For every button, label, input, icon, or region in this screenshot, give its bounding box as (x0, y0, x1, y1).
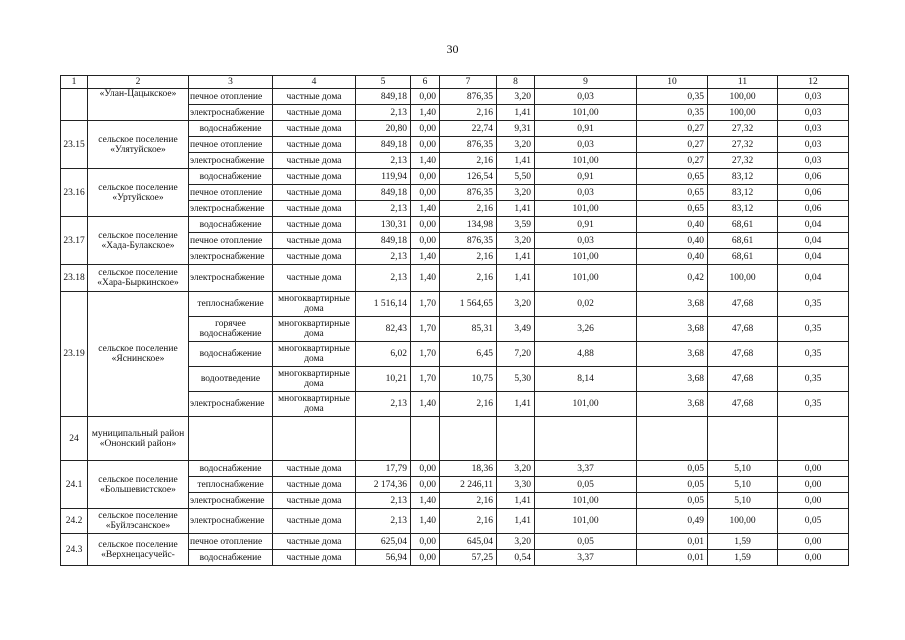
column-header: 7 (440, 76, 497, 89)
value-cell: 0,00 (778, 461, 849, 477)
value-cell: 3,37 (535, 550, 637, 566)
value-cell: 0,05 (535, 534, 637, 550)
tariff-table (60, 75, 849, 566)
service-cell: водоснабжение (189, 461, 273, 477)
value-cell: 2,16 (440, 265, 497, 292)
value-cell: 0,35 (778, 367, 849, 392)
empty-cell (411, 417, 440, 461)
service-cell: печное отопление (189, 534, 273, 550)
service-cell: печное отопление (189, 233, 273, 249)
value-cell: 0,06 (778, 201, 849, 217)
consumer-cell: частные дома (273, 153, 356, 169)
value-cell: 1,41 (497, 249, 535, 265)
value-cell: 20,80 (356, 121, 411, 137)
consumer-cell: частные дома (273, 249, 356, 265)
settlement-name: сельское поселение «Буйлэсанское» (88, 509, 189, 534)
value-cell: 0,27 (637, 121, 708, 137)
value-cell: 0,03 (535, 137, 637, 153)
table-row (61, 461, 849, 477)
value-cell: 83,12 (708, 185, 778, 201)
value-cell: 1,59 (708, 534, 778, 550)
consumer-cell: частные дома (273, 89, 356, 105)
value-cell: 0,03 (778, 153, 849, 169)
service-cell: печное отопление (189, 137, 273, 153)
consumer-cell: частные дома (273, 233, 356, 249)
column-header: 10 (637, 76, 708, 89)
value-cell: 0,35 (778, 342, 849, 367)
value-cell: 0,04 (778, 217, 849, 233)
value-cell: 0,00 (411, 121, 440, 137)
value-cell: 101,00 (535, 105, 637, 121)
page-number: 30 (446, 42, 459, 56)
consumer-cell: частные дома (273, 534, 356, 550)
value-cell: 4,88 (535, 342, 637, 367)
value-cell: 849,18 (356, 233, 411, 249)
value-cell: 17,79 (356, 461, 411, 477)
column-header: 11 (708, 76, 778, 89)
value-cell: 3,49 (497, 317, 535, 342)
column-header: 8 (497, 76, 535, 89)
value-cell: 0,27 (637, 153, 708, 169)
value-cell: 0,00 (411, 461, 440, 477)
table-row (61, 217, 849, 233)
value-cell: 0,40 (637, 233, 708, 249)
value-cell: 1,59 (708, 550, 778, 566)
value-cell: 6,45 (440, 342, 497, 367)
value-cell: 0,05 (637, 493, 708, 509)
consumer-cell: частные дома (273, 169, 356, 185)
value-cell: 3,37 (535, 461, 637, 477)
value-cell: 1,40 (411, 392, 440, 417)
value-cell: 1,40 (411, 105, 440, 121)
value-cell: 134,98 (440, 217, 497, 233)
value-cell: 0,06 (778, 169, 849, 185)
value-cell: 3,20 (497, 185, 535, 201)
value-cell: 47,68 (708, 367, 778, 392)
value-cell: 1,41 (497, 493, 535, 509)
value-cell: 101,00 (535, 153, 637, 169)
group-number: 23.19 (61, 292, 88, 417)
value-cell: 47,68 (708, 292, 778, 317)
value-cell: 0,06 (778, 185, 849, 201)
value-cell: 0,00 (411, 169, 440, 185)
value-cell: 0,03 (778, 121, 849, 137)
value-cell: 57,25 (440, 550, 497, 566)
value-cell: 849,18 (356, 89, 411, 105)
settlement-name: сельское поселение «Верхнецасучейс- (88, 534, 189, 566)
value-cell: 47,68 (708, 392, 778, 417)
empty-cell (778, 417, 849, 461)
table-row (61, 265, 849, 292)
value-cell: 0,40 (637, 249, 708, 265)
value-cell: 1,41 (497, 509, 535, 534)
value-cell: 3,20 (497, 89, 535, 105)
group-number: 23.16 (61, 169, 88, 217)
value-cell: 5,10 (708, 493, 778, 509)
value-cell: 1,40 (411, 201, 440, 217)
value-cell: 0,04 (778, 265, 849, 292)
value-cell: 876,35 (440, 137, 497, 153)
value-cell: 101,00 (535, 392, 637, 417)
consumer-cell: частные дома (273, 461, 356, 477)
settlement-name: сельское поселение «Хада-Булакское» (88, 217, 189, 265)
value-cell: 0,01 (637, 534, 708, 550)
value-cell: 68,61 (708, 249, 778, 265)
value-cell: 3,68 (637, 392, 708, 417)
service-cell: электроснабжение (189, 201, 273, 217)
value-cell: 1,40 (411, 249, 440, 265)
value-cell: 0,00 (411, 137, 440, 153)
value-cell: 1 564,65 (440, 292, 497, 317)
value-cell: 1,70 (411, 367, 440, 392)
value-cell: 3,68 (637, 292, 708, 317)
value-cell: 3,59 (497, 217, 535, 233)
consumer-cell: многоквартирные дома (273, 392, 356, 417)
value-cell: 101,00 (535, 509, 637, 534)
value-cell: 0,01 (637, 550, 708, 566)
consumer-cell: многоквартирные дома (273, 342, 356, 367)
consumer-cell: частные дома (273, 185, 356, 201)
value-cell: 0,00 (411, 185, 440, 201)
empty-cell (535, 417, 637, 461)
service-cell: водоснабжение (189, 121, 273, 137)
settlement-name: «Улан-Цацыкское» (88, 89, 189, 121)
value-cell: 101,00 (535, 249, 637, 265)
value-cell: 3,26 (535, 317, 637, 342)
value-cell: 100,00 (708, 265, 778, 292)
value-cell: 100,00 (708, 105, 778, 121)
value-cell: 47,68 (708, 317, 778, 342)
value-cell: 1,41 (497, 153, 535, 169)
value-cell: 47,68 (708, 342, 778, 367)
value-cell: 0,00 (411, 233, 440, 249)
value-cell: 0,05 (637, 477, 708, 493)
value-cell: 8,14 (535, 367, 637, 392)
service-cell: водоснабжение (189, 217, 273, 233)
value-cell: 0,35 (778, 317, 849, 342)
value-cell: 0,05 (637, 461, 708, 477)
table-row (61, 292, 849, 317)
value-cell: 0,35 (778, 392, 849, 417)
settlement-name: сельское поселение «Большевистское» (88, 461, 189, 509)
value-cell: 1,41 (497, 201, 535, 217)
value-cell: 0,35 (778, 292, 849, 317)
value-cell: 2 174,36 (356, 477, 411, 493)
value-cell: 3,20 (497, 137, 535, 153)
consumer-cell: частные дома (273, 105, 356, 121)
value-cell: 126,54 (440, 169, 497, 185)
value-cell: 130,31 (356, 217, 411, 233)
consumer-cell: частные дома (273, 477, 356, 493)
service-cell: электроснабжение (189, 105, 273, 121)
value-cell: 0,35 (637, 89, 708, 105)
column-header: 6 (411, 76, 440, 89)
value-cell: 0,42 (637, 265, 708, 292)
value-cell: 0,35 (637, 105, 708, 121)
value-cell: 3,20 (497, 534, 535, 550)
empty-cell (273, 417, 356, 461)
value-cell: 68,61 (708, 217, 778, 233)
value-cell: 27,32 (708, 153, 778, 169)
empty-cell (189, 417, 273, 461)
value-cell: 0,91 (535, 121, 637, 137)
value-cell: 101,00 (535, 201, 637, 217)
value-cell: 0,00 (411, 89, 440, 105)
group-number: 23.15 (61, 121, 88, 169)
value-cell: 18,36 (440, 461, 497, 477)
value-cell: 876,35 (440, 233, 497, 249)
service-cell: электроснабжение (189, 509, 273, 534)
table-row (61, 169, 849, 185)
service-cell: электроснабжение (189, 153, 273, 169)
consumer-cell: частные дома (273, 137, 356, 153)
value-cell: 0,02 (535, 292, 637, 317)
value-cell: 2,13 (356, 201, 411, 217)
value-cell: 2,16 (440, 249, 497, 265)
value-cell: 101,00 (535, 265, 637, 292)
empty-cell (708, 417, 778, 461)
table-row (61, 417, 849, 461)
value-cell: 1,70 (411, 292, 440, 317)
value-cell: 2,16 (440, 392, 497, 417)
value-cell: 1,70 (411, 342, 440, 367)
value-cell: 10,21 (356, 367, 411, 392)
value-cell: 83,12 (708, 169, 778, 185)
value-cell: 5,30 (497, 367, 535, 392)
service-cell: водоснабжение (189, 169, 273, 185)
column-header: 2 (88, 76, 189, 89)
value-cell: 3,68 (637, 317, 708, 342)
value-cell: 0,04 (778, 233, 849, 249)
settlement-name: сельское поселение «Уртуйское» (88, 169, 189, 217)
consumer-cell: частные дома (273, 493, 356, 509)
value-cell: 0,54 (497, 550, 535, 566)
value-cell: 2,13 (356, 509, 411, 534)
service-cell: электроснабжение (189, 265, 273, 292)
value-cell: 101,00 (535, 493, 637, 509)
value-cell: 0,00 (778, 550, 849, 566)
value-cell: 2,16 (440, 493, 497, 509)
value-cell: 10,75 (440, 367, 497, 392)
value-cell: 2,13 (356, 493, 411, 509)
value-cell: 849,18 (356, 137, 411, 153)
service-cell: водоснабжение (189, 550, 273, 566)
value-cell: 56,94 (356, 550, 411, 566)
table-row (61, 121, 849, 137)
value-cell: 0,65 (637, 169, 708, 185)
consumer-cell: многоквартирные дома (273, 292, 356, 317)
value-cell: 1,41 (497, 265, 535, 292)
group-number: 23.18 (61, 265, 88, 292)
value-cell: 645,04 (440, 534, 497, 550)
value-cell: 2,16 (440, 201, 497, 217)
value-cell: 1,40 (411, 509, 440, 534)
value-cell: 0,00 (411, 217, 440, 233)
value-cell: 1 516,14 (356, 292, 411, 317)
value-cell: 7,20 (497, 342, 535, 367)
group-number: 24.2 (61, 509, 88, 534)
value-cell: 82,43 (356, 317, 411, 342)
value-cell: 1,40 (411, 153, 440, 169)
value-cell: 3,68 (637, 367, 708, 392)
value-cell: 0,65 (637, 201, 708, 217)
empty-cell (356, 417, 411, 461)
value-cell: 2 246,11 (440, 477, 497, 493)
value-cell: 1,40 (411, 265, 440, 292)
service-cell: водоснабжение (189, 342, 273, 367)
column-header: 1 (61, 76, 88, 89)
column-header: 3 (189, 76, 273, 89)
service-cell: электроснабжение (189, 392, 273, 417)
value-cell: 0,00 (778, 477, 849, 493)
settlement-name: сельское поселение «Яснинское» (88, 292, 189, 417)
table-row (61, 89, 849, 105)
value-cell: 2,16 (440, 105, 497, 121)
column-header: 5 (356, 76, 411, 89)
service-cell: теплоснабжение (189, 292, 273, 317)
settlement-name: муниципальный район «Ононский район» (88, 417, 189, 461)
value-cell: 625,04 (356, 534, 411, 550)
value-cell: 100,00 (708, 509, 778, 534)
value-cell: 0,03 (535, 89, 637, 105)
value-cell: 5,10 (708, 461, 778, 477)
value-cell: 5,10 (708, 477, 778, 493)
table-row (61, 534, 849, 550)
empty-cell (497, 417, 535, 461)
value-cell: 876,35 (440, 89, 497, 105)
value-cell: 1,41 (497, 392, 535, 417)
table-header-row (61, 76, 849, 89)
value-cell: 85,31 (440, 317, 497, 342)
value-cell: 2,13 (356, 105, 411, 121)
service-cell: водоотведение (189, 367, 273, 392)
value-cell: 9,31 (497, 121, 535, 137)
value-cell: 0,00 (778, 493, 849, 509)
value-cell: 0,49 (637, 509, 708, 534)
value-cell: 0,03 (535, 185, 637, 201)
value-cell: 0,00 (411, 550, 440, 566)
value-cell: 2,13 (356, 249, 411, 265)
value-cell: 2,16 (440, 153, 497, 169)
consumer-cell: многоквартирные дома (273, 317, 356, 342)
column-header: 4 (273, 76, 356, 89)
service-cell: печное отопление (189, 89, 273, 105)
value-cell: 0,00 (778, 534, 849, 550)
empty-cell (637, 417, 708, 461)
settlement-name: сельское поселение «Хара-Быркинское» (88, 265, 189, 292)
value-cell: 0,03 (535, 233, 637, 249)
settlement-name: сельское поселение «Улятуйское» (88, 121, 189, 169)
value-cell: 2,13 (356, 265, 411, 292)
value-cell: 0,65 (637, 185, 708, 201)
value-cell: 68,61 (708, 233, 778, 249)
service-cell: теплоснабжение (189, 477, 273, 493)
empty-cell (440, 417, 497, 461)
value-cell: 27,32 (708, 121, 778, 137)
group-number (61, 89, 88, 121)
value-cell: 0,00 (411, 477, 440, 493)
value-cell: 3,30 (497, 477, 535, 493)
value-cell: 0,03 (778, 137, 849, 153)
consumer-cell: частные дома (273, 217, 356, 233)
value-cell: 100,00 (708, 89, 778, 105)
value-cell: 83,12 (708, 201, 778, 217)
service-cell: электроснабжение (189, 249, 273, 265)
group-number: 24 (61, 417, 88, 461)
value-cell: 0,05 (778, 509, 849, 534)
value-cell: 3,20 (497, 233, 535, 249)
table-row (61, 509, 849, 534)
value-cell: 2,16 (440, 509, 497, 534)
group-number: 24.3 (61, 534, 88, 566)
value-cell: 0,40 (637, 217, 708, 233)
value-cell: 0,27 (637, 137, 708, 153)
value-cell: 876,35 (440, 185, 497, 201)
consumer-cell: многоквартирные дома (273, 367, 356, 392)
value-cell: 5,50 (497, 169, 535, 185)
value-cell: 2,13 (356, 153, 411, 169)
consumer-cell: частные дома (273, 121, 356, 137)
value-cell: 849,18 (356, 185, 411, 201)
column-header: 9 (535, 76, 637, 89)
service-cell: горячее водоснабжение (189, 317, 273, 342)
value-cell: 6,02 (356, 342, 411, 367)
value-cell: 0,03 (778, 89, 849, 105)
value-cell: 3,68 (637, 342, 708, 367)
value-cell: 1,41 (497, 105, 535, 121)
column-header: 12 (778, 76, 849, 89)
value-cell: 3,20 (497, 461, 535, 477)
value-cell: 27,32 (708, 137, 778, 153)
value-cell: 1,40 (411, 493, 440, 509)
value-cell: 0,91 (535, 169, 637, 185)
value-cell: 0,00 (411, 534, 440, 550)
value-cell: 0,05 (535, 477, 637, 493)
service-cell: электроснабжение (189, 493, 273, 509)
consumer-cell: частные дома (273, 509, 356, 534)
group-number: 23.17 (61, 217, 88, 265)
value-cell: 2,13 (356, 392, 411, 417)
consumer-cell: частные дома (273, 265, 356, 292)
value-cell: 0,91 (535, 217, 637, 233)
consumer-cell: частные дома (273, 201, 356, 217)
value-cell: 22,74 (440, 121, 497, 137)
group-number: 24.1 (61, 461, 88, 509)
consumer-cell: частные дома (273, 550, 356, 566)
service-cell: печное отопление (189, 185, 273, 201)
value-cell: 119,94 (356, 169, 411, 185)
value-cell: 0,04 (778, 249, 849, 265)
value-cell: 3,20 (497, 292, 535, 317)
value-cell: 0,03 (778, 105, 849, 121)
value-cell: 1,70 (411, 317, 440, 342)
